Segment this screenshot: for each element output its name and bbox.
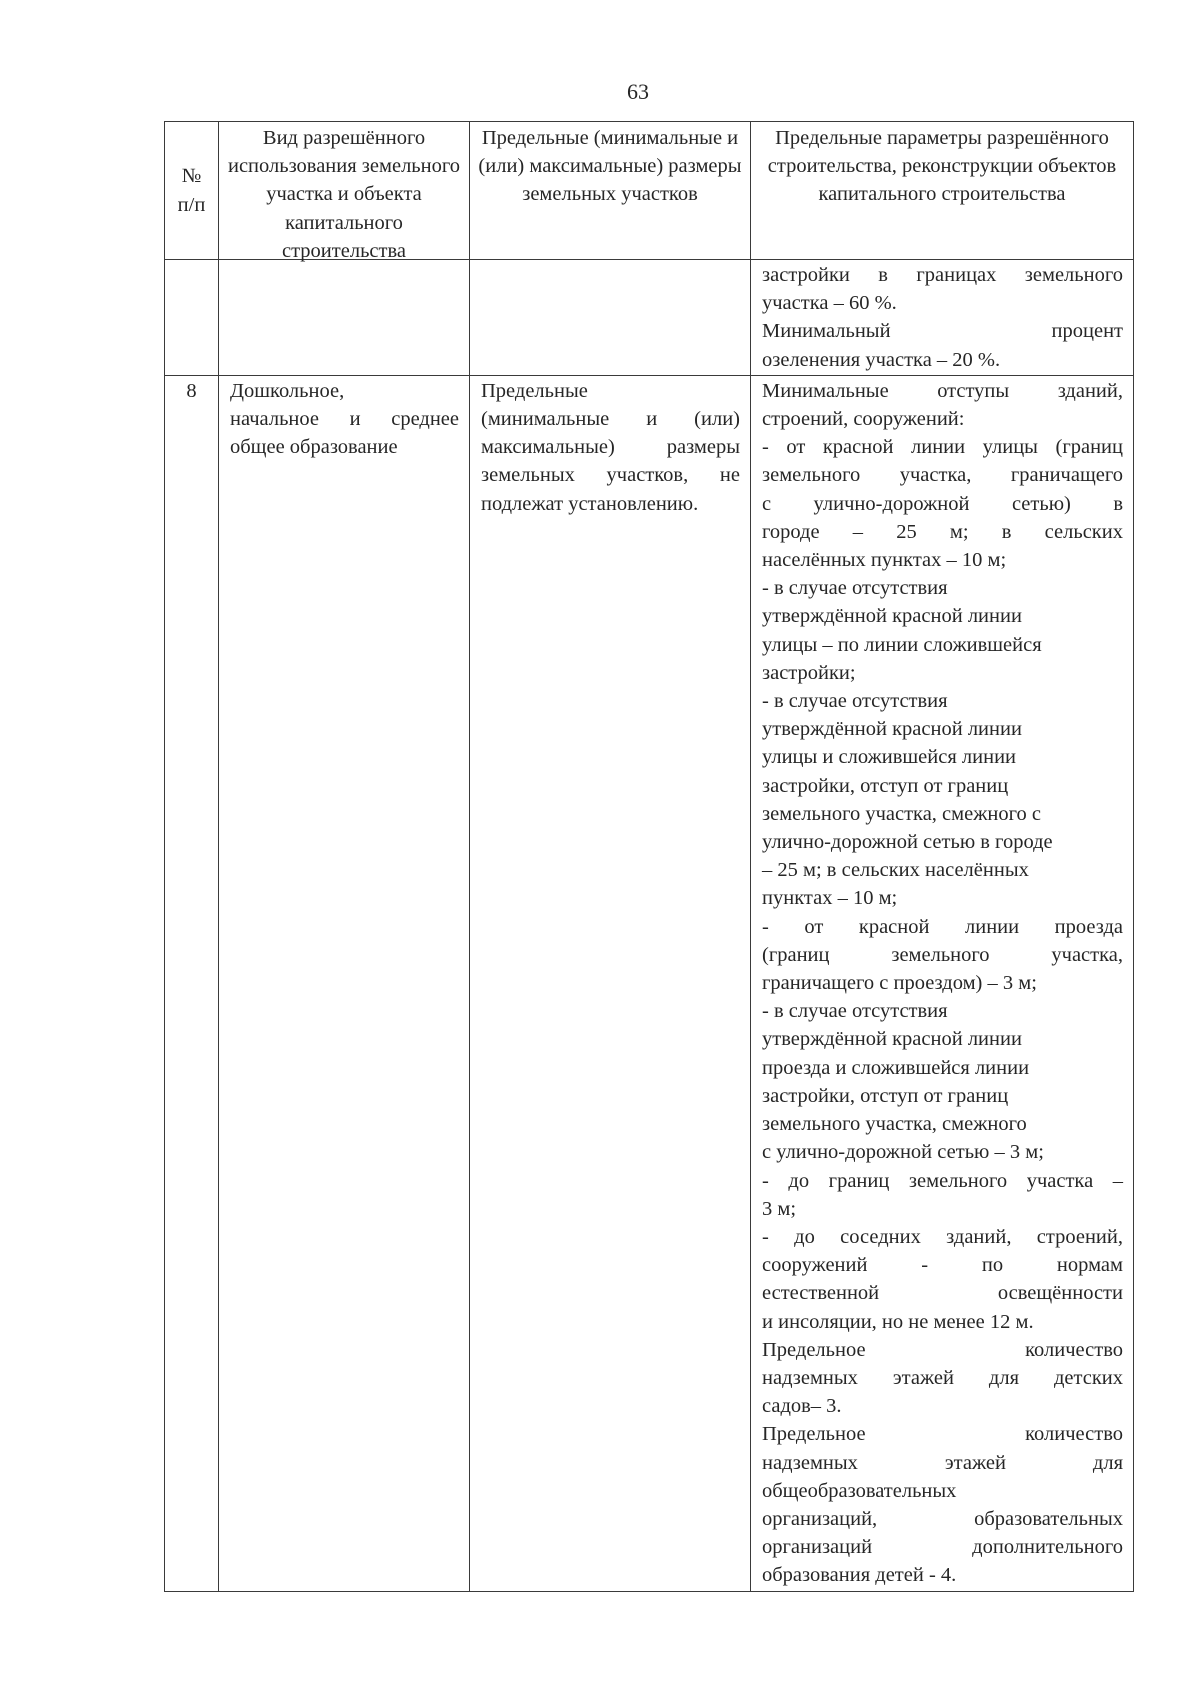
text-line: подлежат установлению. [481,492,699,515]
cell-num-empty [165,260,219,376]
text-line: Предельное количество [762,1423,1123,1446]
text-line: земельных участков, не [481,464,740,487]
text-line: утверждённой красной линии [762,1028,1022,1051]
text-line: надземных этажей для детских [762,1366,1123,1389]
table-row-8 [165,375,1134,1591]
text-line: городе – 25 м; в сельских [762,520,1123,543]
text-line: (границ земельного участка, [762,943,1123,966]
header-params [751,122,1134,260]
header-use-type [219,122,470,260]
text-line: утверждённой красной линии [762,718,1022,741]
text-line: Предельные [481,379,588,402]
text-line: общеобразовательных [762,1479,957,1502]
text-line: - от красной линии проезда [762,915,1123,938]
text-line: Дошкольное, [230,379,345,402]
text-line: и инсоляции, но не менее 12 м. [762,1310,1034,1333]
text-line: строений, сооружений: [762,408,965,431]
text-line: естественной освещённости [762,1282,1123,1305]
row-number: 8 [186,379,197,402]
cell-use-type-empty [219,260,470,376]
text-line: земельного участка, граничащего [762,464,1123,487]
text-line: - до соседних зданий, строений, [762,1225,1123,1248]
text-line: с улично-дорожной сетью – 3 м; [762,1141,1044,1164]
text-line: улично-дорожной сетью в городе [762,831,1053,854]
text-line: - от красной линии улицы (границ [762,436,1123,459]
text-line: организаций, образовательных [762,1507,1123,1530]
text-line: – 25 м; в сельских населённых [762,859,1029,882]
header-use-type-label: Вид разрешённого использования земельного участка и объекта капитального строительства [227,127,461,262]
header-sizes-label: Предельные (минимальные и (или) максимальные) размеры земельных участков [478,127,742,206]
page-number: 63 [627,79,649,104]
cell-use-type [219,375,470,1591]
text-line: озеленения участка – 20 %. [762,348,1001,371]
header-num [165,122,219,260]
cell-params-continuation [751,260,1134,376]
text-line: с улично-дорожной сетью) в [762,492,1123,515]
text-line: граничащего с проездом) – 3 м; [762,972,1037,995]
params-text [751,376,1133,1591]
text-line: образования детей - 4. [762,1564,957,1587]
cell-sizes [470,375,751,1591]
text-line: сооружений - по нормам [762,1254,1123,1277]
table-row-continuation [165,260,1134,376]
cell-sizes-empty [470,260,751,376]
text-line: 3 м; [762,1197,797,1220]
text-line: садов– 3. [762,1395,842,1418]
text-line: организаций дополнительного [762,1536,1123,1559]
text-line: застройки, отступ от границ [762,774,1009,797]
text-line: Предельное количество [762,1338,1123,1361]
text-line: Минимальный процент [762,320,1123,343]
header-num-label: № п/п [177,165,206,216]
text-line: утверждённой красной линии [762,605,1022,628]
cell-params [751,375,1134,1591]
table-header-row [165,122,1134,260]
text-line: пунктах – 10 м; [762,887,898,910]
text-line: - до границ земельного участка – [762,1169,1123,1192]
text-line: - в случае отсутствия [762,1000,948,1023]
text-line: земельного участка, смежного с [762,802,1041,825]
text-line: населённых пунктах – 10 м; [762,549,1007,572]
header-sizes [470,122,751,260]
use-type-text [219,376,469,463]
text-line: застройки в границах земельного [762,264,1123,286]
text-line: начальное и среднее [230,408,459,431]
text-line: (минимальные и (или) [481,408,740,431]
cell-num [165,375,219,1591]
text-line: надземных этажей для [762,1451,1123,1474]
params-continuation-text [751,260,1133,375]
header-params-label: Предельные параметры разрешённого строительства, реконструкции объектов капитального строительства [767,127,1117,206]
text-line: застройки, отступ от границ [762,1084,1009,1107]
text-line: улицы – по линии сложившейся [762,633,1042,656]
sizes-text [470,376,750,519]
text-line: Минимальные отступы зданий, [762,379,1123,402]
text-line: земельного участка, смежного [762,1113,1027,1136]
text-line: застройки; [762,661,856,684]
regulations-table [164,121,1134,1592]
text-line: - в случае отсутствия [762,577,948,600]
text-line: максимальные) размеры [481,436,740,459]
text-line: - в случае отсутствия [762,690,948,713]
text-line: улицы и сложившейся линии [762,746,1017,769]
text-line: участка – 60 %. [762,292,897,315]
text-line: общее образование [230,436,398,459]
text-line: проезда и сложившейся линии [762,1056,1030,1079]
